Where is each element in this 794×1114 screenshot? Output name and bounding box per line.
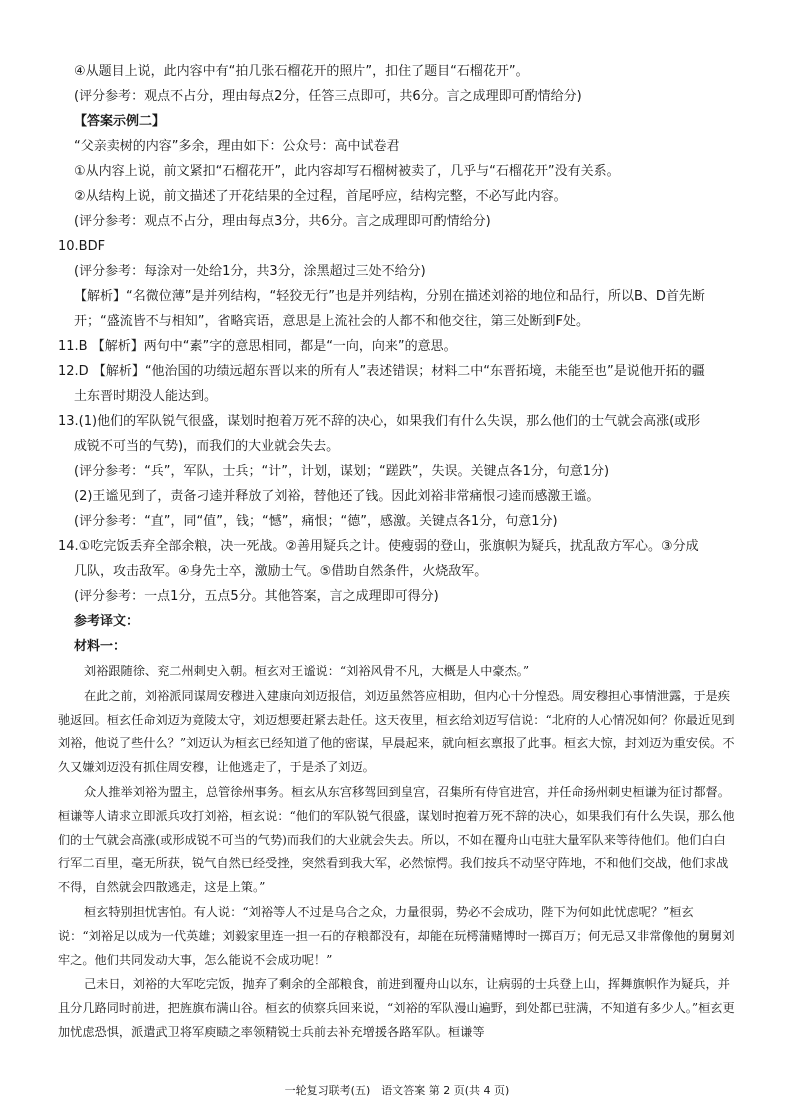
text-line: 开；“盛流皆不与相知”，省略宾语，意思是上流社会的人都不和他交往，第三处断到F处。: [74, 314, 589, 329]
text-line: 【解析】“名微位薄”是并列结构，“轻狡无行”也是并列结构，分别在描述刘裕的地位和品行，所以B、D首先断: [74, 289, 705, 304]
translation-paragraph: 众人推举刘裕为盟主，总管徐州事务。桓玄从东宫移驾回到皇宫，召集所有侍官进宫，并任命扬州刺史桓谦为征讨都督。桓谦等人请求立即派兵攻打刘裕，桓玄说：“他们的军队锐气很盛，谋划时抱着万死不辞的决心，如果我们有什么失误，那么他们的士气就会高涨(或形成锐不可当的气势)而我们的大业就会失去。所以，不如在覆舟山屯驻大量军队来等待他们。他们白白行军二百里，毫无所获，锐气自然已经受挫，突然看到我大军，必然惊愕。我们按兵不动坚守阵地，不和他们交战，他们求战不得，自然就会四散逃走，这是上策。”: [58, 784, 735, 895]
text-line: (评分参考：“直”，同“值”，钱；“憾”，痛恨；“德”，感激。关键点各1分，句意1分): [74, 514, 558, 529]
text-line: ①从内容上说，前文紧扣“石榴花开”，此内容却写石榴树被卖了，几乎与“石榴花开”没有关系。: [74, 164, 620, 179]
answer-lines: [58, 60, 736, 659]
text-line: 几队，攻击敌军。④身先士卒，激励士气。⑤借助自然条件，火烧敌军。: [74, 564, 488, 579]
text-line: 成锐不可当的气势)，而我们的大业就会失去。: [74, 439, 340, 454]
text-line: 12.D 【解析】“他治国的功绩远超东晋以来的所有人”表述错误；材料二中“东晋拓境，未能至也”是说他开拓的疆: [58, 364, 705, 379]
text-line: ④从题目上说，此内容中有“拍几张石榴花开的照片”，扣住了题目“石榴花开”。: [74, 64, 529, 79]
text-line: (评分参考：观点不占分，理由每点2分，任答三点即可，共6分。言之成理即可酌情给分): [74, 89, 582, 104]
text-line: 11.B 【解析】两句中“素”字的意思相同，都是“一向，向来”的意思。: [58, 339, 457, 354]
translation-paragraph: 己未日，刘裕的大军吃完饭，抛弃了剩余的全部粮食，前进到覆舟山以东，让病弱的士兵登上山，挥舞旗帜作为疑兵，并且分几路同时前进，把旌旗布满山谷。桓玄的侦察兵回来说，“刘裕的军队漫山遍野，到处都已驻满，不知道有多少人。”桓玄更加忧虑恐惧，派遣武卫将军庾赜之率领精锐士兵前去补充增援各路军队。桓谦等: [58, 977, 735, 1039]
reference-translation: [58, 660, 736, 1045]
text-line: 14.①吃完饭丢弃全部余粮，决一死战。②善用疑兵之计。使瘦弱的登山，张旗帜为疑兵，扰乱敌方军心。③分成: [58, 539, 699, 554]
text-line: “父亲卖树的内容”多余，理由如下：公众号：高中试卷君: [74, 139, 400, 154]
text-line: 参考译文：: [74, 614, 140, 629]
text-line: (评分参考：观点不占分，理由每点3分，共6分。言之成理即可酌情给分): [74, 214, 491, 229]
page-footer: 一轮复习联考(五) 语文答案 第 2 页(共 4 页): [284, 1084, 510, 1097]
text-line: 13.(1)他们的军队锐气很盛，谋划时抱着万死不辞的决心，如果我们有什么失误，那么他们的士气就会高涨(或形: [58, 414, 701, 429]
text-line: 【答案示例二】: [74, 114, 166, 129]
text-line: 土东晋时期没人能达到。: [74, 389, 218, 404]
text-line: 10.BDF: [58, 239, 106, 254]
text-line: ②从结构上说，前文描述了开花结果的全过程，首尾呼应，结构完整，不必写此内容。: [74, 189, 567, 204]
translation-paragraph: 在此之前，刘裕派同谋周安穆进入建康向刘迈报信，刘迈虽然答应相助，但内心十分惶恐。周安穆担心事情泄露，于是疾驰返回。桓玄任命刘迈为竟陵太守，刘迈想要赶紧去赴任。这天夜里，桓玄给刘迈写信说：“北府的人心情况如何？你最近见到刘裕，他说了些什么？”刘迈认为桓玄已经知道了他的密谋，早晨起来，就向桓玄禀报了此事。桓玄大惊，封刘迈为重安侯。不久又嫌刘迈没有抓住周安穆，让他逃走了，于是杀了刘迈。: [58, 688, 735, 775]
translation-paragraph: 刘裕跟随徐、兖二州刺史入朝。桓玄对王谧说：“刘裕风骨不凡，大概是人中豪杰。”: [84, 664, 530, 678]
translation-paragraph: 桓玄特别担忧害怕。有人说：“刘裕等人不过是乌合之众，力量很弱，势必不会成功，陛下为何如此忧虑呢？”桓玄说：“刘裕足以成为一代英雄；刘毅家里连一担一石的存粮都没有，却能在玩樗蒲赌博时一掷百万；何无忌又非常像他的舅舅刘牢之。他们共同发动大事，怎么能说不会成功呢！”: [58, 904, 735, 967]
text-line: (评分参考：一点1分，五点5分。其他答案，言之成理即可得分): [74, 589, 439, 604]
text-line: 材料一：: [74, 639, 127, 654]
text-line: (2)王谧见到了，责备刁逵并释放了刘裕，替他还了钱。因此刘裕非常痛恨刁逵而感激王谧。: [74, 489, 600, 504]
text-line: (评分参考：“兵”，军队，士兵；“计”，计划，谋划；“蹉跌”，失误。关键点各1分，句意1分): [74, 464, 610, 479]
text-line: (评分参考：每涂对一处给1分，共3分，涂黑超过三处不给分): [74, 264, 426, 279]
